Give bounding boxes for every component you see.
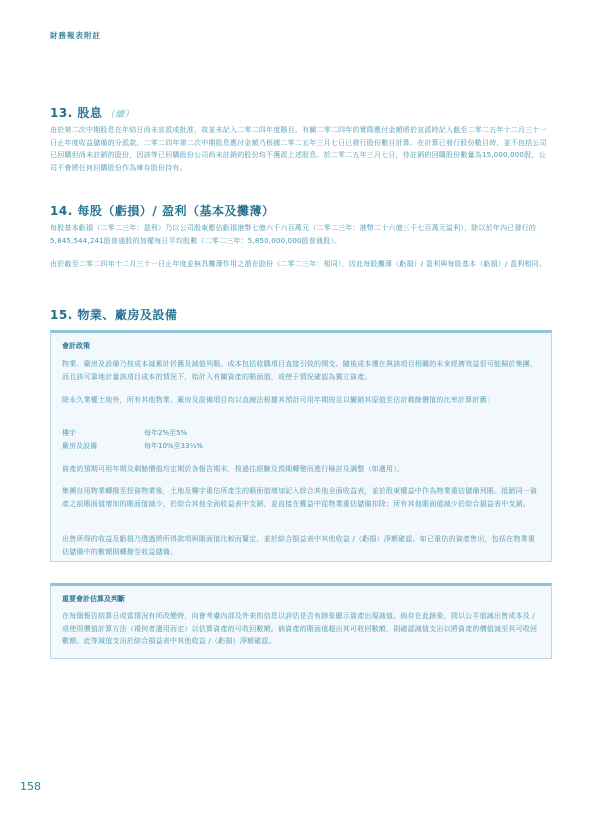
continued-label: （續） (105, 110, 134, 120)
note-14-title: 14. 每股（虧損）/ 盈利（基本及攤薄） (50, 204, 275, 218)
page-number: 158 (20, 780, 41, 793)
rate-value: 每年10%至33⅓% (144, 442, 203, 450)
note-13-paragraph: 由於第二次中期股息在年結日尚未宣派或批准，故並未記入二零二四年度賬目。有關二零二四年的實際應付金額將於宣派時記入截至二零二五年十二月三十一日止年度收益儲備的分派款。二零二四年第二次中期股息應付金額乃根據二零二五年三月七日已發行股份數目計算。在計算已發行股份數目時，並不包括公司已回購但尚未註銷的股份，因該等已回購股份公司尚未註銷的股份均不獲派上述股息。於二零二五年三月七日，待註銷的回購股份數量為15,000,000股，公司不會將任何回購股份作為庫存股份持有。 (50, 126, 547, 172)
policy-paragraph-3: 資產的預期可用年期及剩餘價值均定期於各報告期末，按過往經驗及預期轉變而進行檢討及調整（如適用）。 (62, 465, 405, 473)
depreciation-rate-row (62, 441, 203, 451)
policy-paragraph-4: 集團自用物業轉撥至投資物業後，土地及樓宇重估所產生的賬面值增加記入綜合其他全面收益表，並於股東權益中作為物業重估儲備列賬。抵銷同一資產之前賬面值增加的賬面值減少，於綜合其他全面收益表中支銷，並直接在權益中從物業重估儲備扣除；所有其他賬面值減少於綜合損益表中支銷。 (62, 487, 538, 508)
rate-value: 每年2%至5% (144, 429, 188, 437)
policy-paragraph-1: 物業、廠房及設備乃按成本減累計折舊及減值列賬。成本包括收購項目直接引致的開支。隨後成本僅在與該項目相關的未來經濟效益很可能歸於集團，而且該可靠地計量該項目成本的情況下，始計入有關資產的賬面值，或使于情況確認為獨立資產。 (62, 360, 538, 381)
policy-paragraph-2: 除永久業權土地外，所有其他物業、廠房及設備項目均以直線法根據其預計可用年期按足以撇銷其原值至估計剩餘價值的比率計算折舊： (62, 396, 494, 404)
depreciation-rate-row (62, 428, 187, 438)
note-15-title: 15. 物業、廠房及設備 (50, 308, 178, 322)
accounting-policy-box (50, 330, 552, 562)
note-13-title (50, 104, 134, 121)
rate-label: 樓宇 (62, 429, 76, 437)
rate-label: 廠房及設備 (62, 442, 97, 450)
estimates-paragraph: 在每個報告結算日或當情況有所改變時，向會考慮內部及外來的信息以評估是否有跡象顯示資產出現減值。倘存在此跡象，則以公平值減出售成本及 / 或使用價值計算方法（視何者適用而定）以估算資產的可收回數額。倘資產的賬面值超出其可收回數額，則確認減值支出以將資產的價值減至其可收回數額。此等減值支出於綜合損益表中其他收益 /（虧損）淨額確認。 (62, 612, 538, 645)
accounting-policy-title: 會計政策 (62, 342, 90, 350)
critical-estimates-box (50, 583, 552, 659)
note-14-paragraph-2: 由於截至二零二四年十二月三十一日止年度並無具攤薄作用之潛在股份（二零二三年：相同），因此每股攤薄（虧損）/ 盈利與每股基本（虧損）/ 盈利相同。 (50, 260, 547, 268)
running-header: 財務報表附註 (50, 31, 101, 40)
policy-paragraph-5: 出售所得的收益及虧損乃透過將所得款項與賬面值比較而釐定，並於綜合損益表中其他收益 /（虧損）淨額確認。如已重估的資產售出，包括在物業重估儲備中的數額則轉撥至收益儲備。 (62, 535, 535, 556)
critical-estimates-title: 重要會計估算及判斷 (62, 595, 125, 603)
note-13-title-text: 13. 股息 (50, 106, 103, 120)
note-14-paragraph-1: 每股基本虧損（二零二三年：盈利）乃以公司股東應佔虧損港幣七億六千六百萬元（二零二三年：港幣二十六億三千七百萬元溢利），除以於年內已發行的5,845,544,241股普通股的加權每日平均股數（二零二三年：5,850,000,000股普通股）。 (50, 224, 537, 245)
